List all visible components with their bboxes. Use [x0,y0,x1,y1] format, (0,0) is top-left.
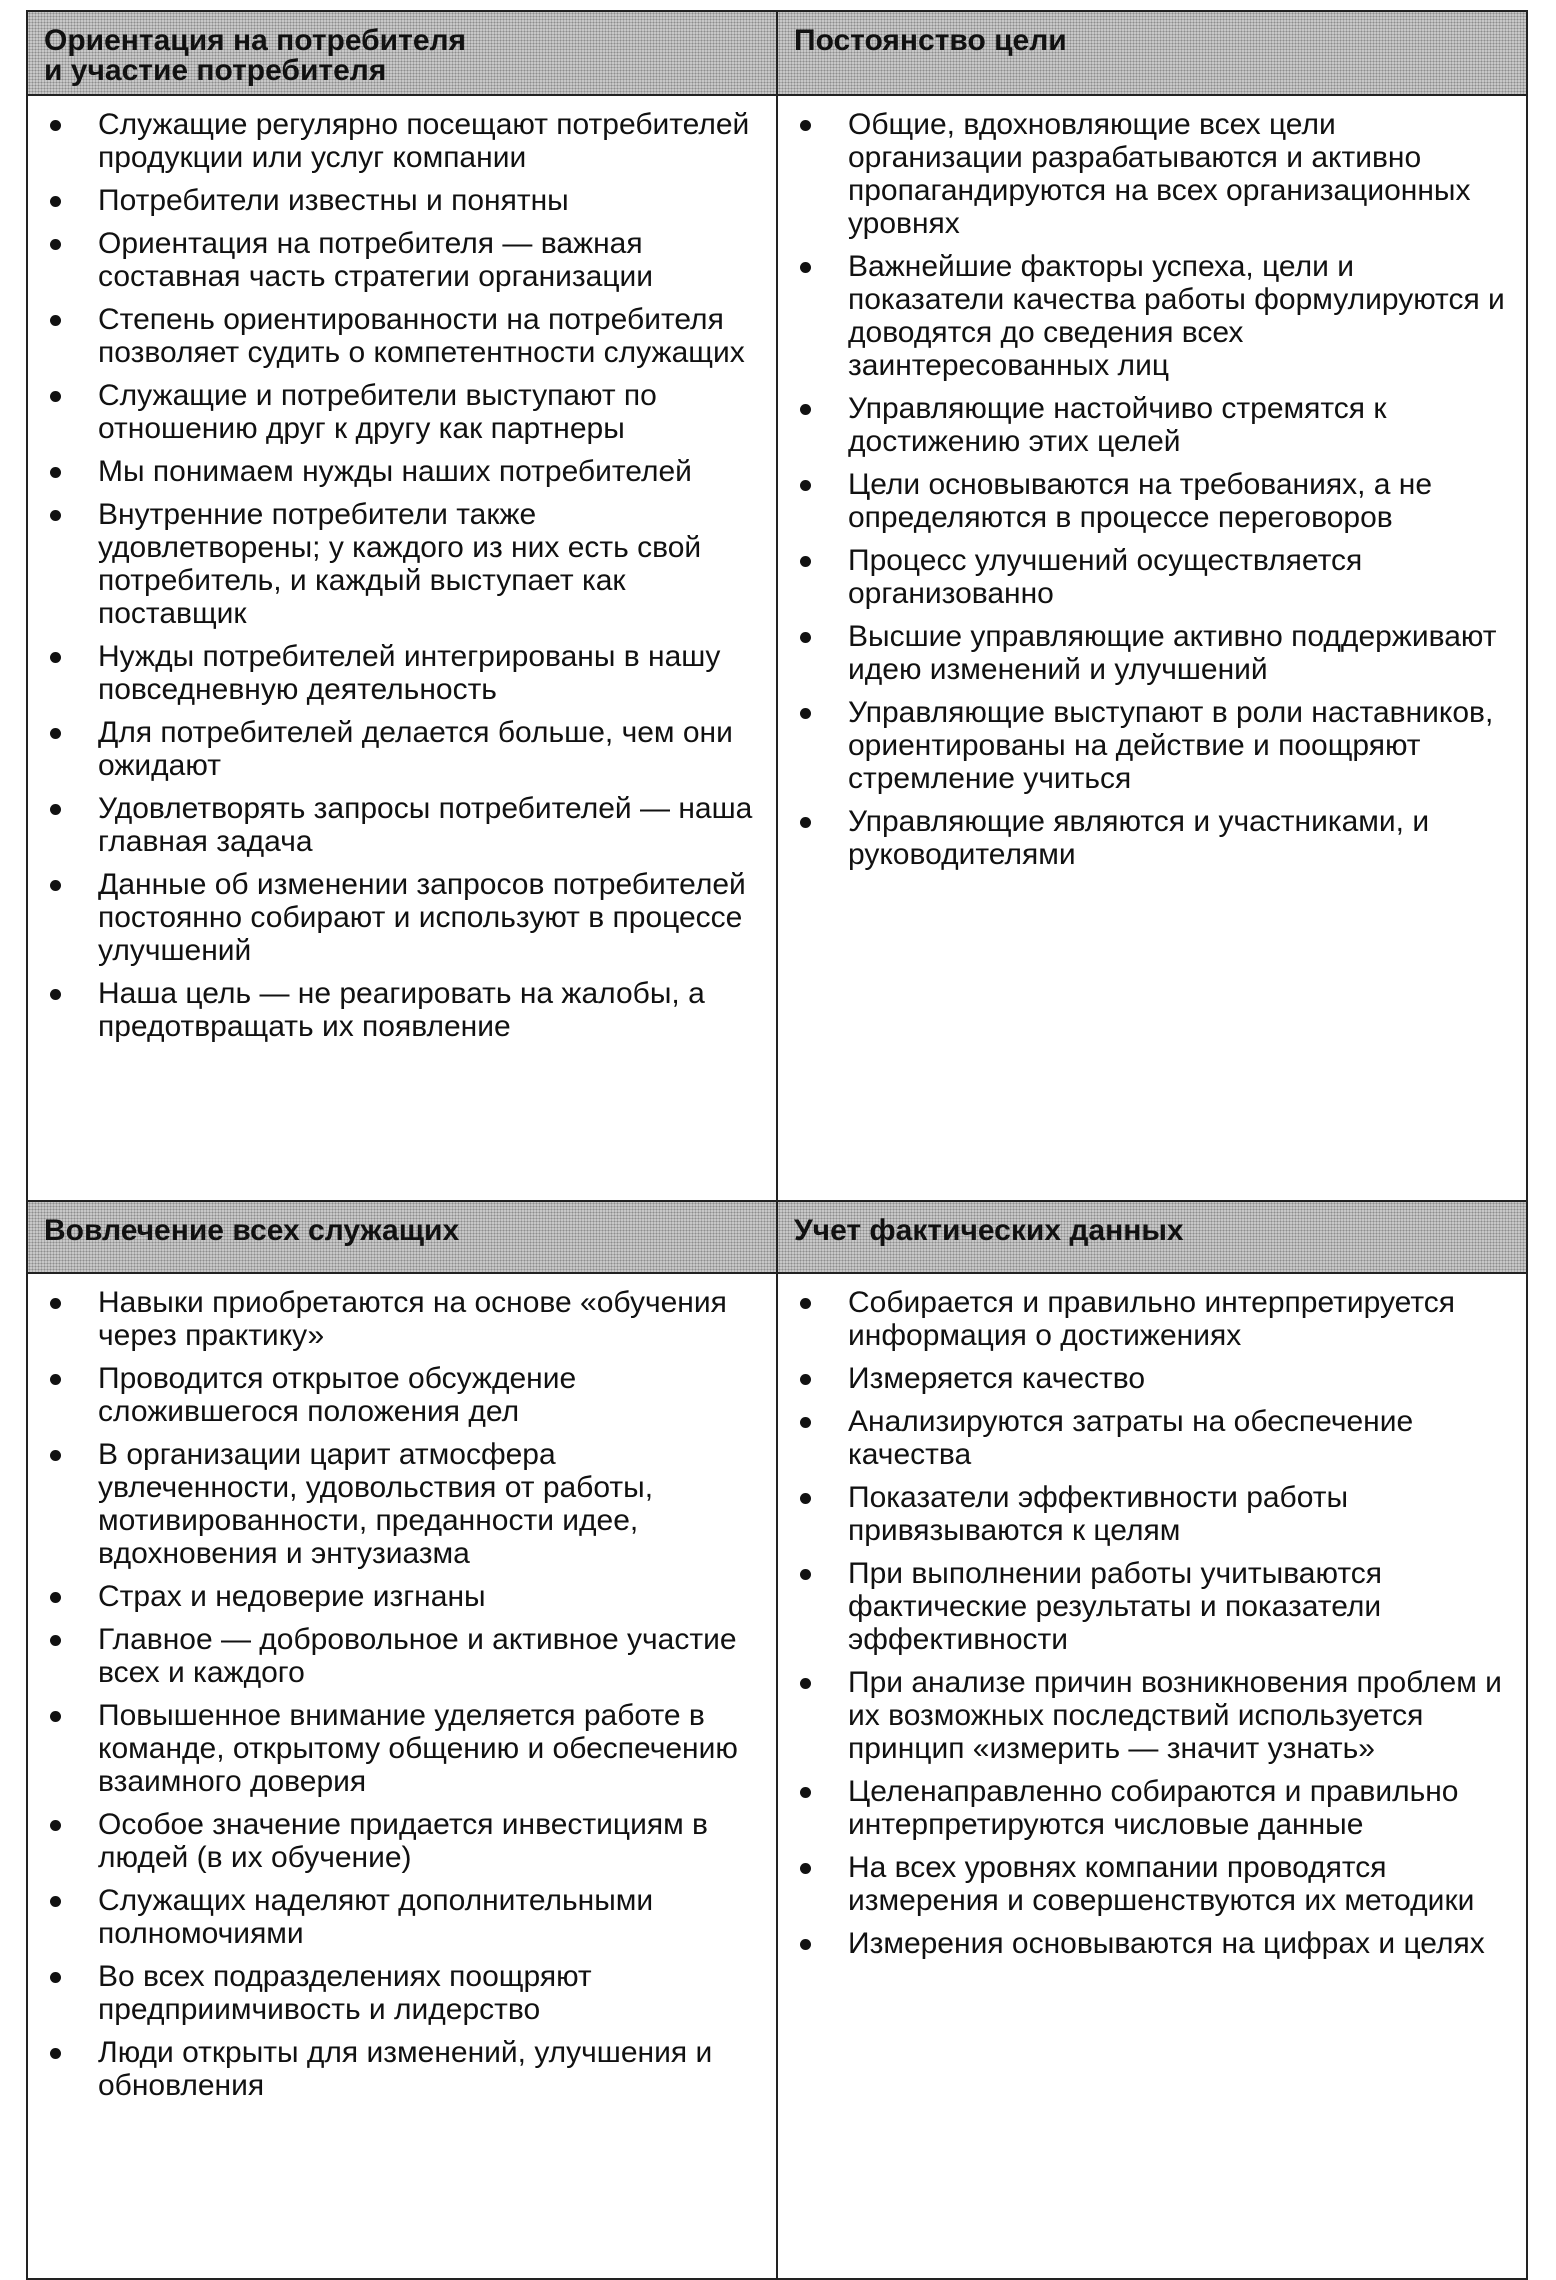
list-item-text: Страх и недоверие изгнаны [98,1580,486,1613]
bullet-icon [50,1592,61,1603]
bullet-icon [800,1787,811,1798]
bullet-icon [800,1417,811,1428]
header-line: Ориентация на потребителя [44,24,467,57]
list-item-text: Мы понимаем нужды наших потребителей [98,455,692,488]
list-item-text: Степень ориентированности на потребителя позволяет судить о компетентности служащих [98,303,745,369]
bullet-icon [800,817,811,828]
list-item-text: На всех уровнях компании проводятся измерения и совершенствуются их методики [848,1851,1475,1917]
list-item [788,696,1508,795]
list-item-text: Нужды потребителей интегрированы в нашу повседневную деятельность [98,640,721,706]
list-item [38,716,758,782]
bullet-icon [800,1298,811,1309]
list-item-text: Управляющие настойчиво стремятся к достижению этих целей [848,392,1387,458]
section-customer-orientation [27,95,777,1201]
bullet-icon [50,989,61,1000]
bullet-icon [50,120,61,131]
list-item-text: Управляющие выступают в роли наставников, ориентированы на действие и поощряют стремление учиться [848,696,1494,795]
list-item [38,1960,758,2026]
bullet-icon [50,510,61,521]
list-item-text: Служащие и потребители выступают по отношению друг к другу как партнеры [98,379,657,445]
list-item [38,108,758,174]
principles-table [26,10,1528,2280]
list-item [788,468,1508,534]
bullet-icon [50,804,61,815]
list-item-text: Наша цель — не реагировать на жалобы, а предотвращать их появление [98,977,705,1043]
bullet-list [38,1286,758,2102]
bullet-icon [50,239,61,250]
list-item [38,303,758,369]
list-item [788,544,1508,610]
list-item [38,1699,758,1798]
section-employee-involvement [27,1273,777,2279]
header-customer-orientation [27,11,777,95]
list-item [788,805,1508,871]
list-item [788,1557,1508,1656]
list-item-text: Для потребителей делается больше, чем они ожидают [98,716,733,782]
list-item [38,2036,758,2102]
list-item [38,1438,758,1570]
list-item [38,792,758,858]
list-item-text: Высшие управляющие активно поддерживают идею изменений и улучшений [848,620,1497,686]
list-item [38,1884,758,1950]
bullet-icon [50,1450,61,1461]
list-item [38,868,758,967]
bullet-icon [50,1896,61,1907]
list-item [38,640,758,706]
list-item-text: Общие, вдохновляющие всех цели организации разрабатываются и активно пропагандируются на всех организационных уровнях [848,108,1471,240]
bullet-icon [50,1820,61,1831]
bullet-icon [50,1298,61,1309]
list-item-text: Цели основываются на требованиях, а не определяются в процессе переговоров [848,468,1433,534]
header-line: Постоянство цели [794,24,1067,57]
list-item-text: Показатели эффективности работы привязываются к целям [848,1481,1349,1547]
list-item-text: Процесс улучшений осуществляется организованно [848,544,1363,610]
header-employee-involvement [27,1201,777,1273]
list-item-text: Ориентация на потребителя — важная составная часть стратегии организации [98,227,654,293]
bullet-icon [50,1635,61,1646]
list-item [788,1286,1508,1352]
list-item-text: Удовлетворять запросы потребителей — наша главная задача [98,792,753,858]
list-item-text: Проводится открытое обсуждение сложившегося положения дел [98,1362,577,1428]
list-item [38,455,758,488]
list-item [38,1808,758,1874]
bullet-icon [50,2048,61,2059]
list-item-text: В организации царит атмосфера увлеченности, удовольствия от работы, мотивированности, преданности идее, вдохновения и энтузиазма [98,1438,654,1570]
list-item-text: Люди открыты для изменений, улучшения и обновления [98,2036,713,2102]
list-item-text: Особое значение придается инвестициям в людей (в их обучение) [98,1808,708,1874]
list-item-text: Главное — добровольное и активное участие всех и каждого [98,1623,737,1689]
bullet-icon [800,1863,811,1874]
list-item [38,227,758,293]
bullet-icon [800,1569,811,1580]
bullet-icon [800,708,811,719]
list-item [788,620,1508,686]
section-fact-based-management [777,1273,1527,2279]
bullet-icon [800,556,811,567]
list-item [788,1481,1508,1547]
bullet-icon [50,1972,61,1983]
list-item [38,1286,758,1352]
list-item [38,184,758,217]
list-item-text: Служащих наделяют дополнительными полномочиями [98,1884,654,1950]
list-item-text: Служащие регулярно посещают потребителей продукции или услуг компании [98,108,750,174]
list-item-text: Повышенное внимание уделяется работе в команде, открытому общению и обеспечению взаимного доверия [98,1699,738,1798]
bullet-icon [50,1711,61,1722]
bullet-icon [800,404,811,415]
list-item [788,1666,1508,1765]
list-item [788,1362,1508,1395]
header-line: и участие потребителя [44,54,387,87]
list-item-text: Анализируются затраты на обеспечение качества [848,1405,1414,1471]
header-constancy-of-purpose [777,11,1527,95]
list-item-text: Данные об изменении запросов потребителей постоянно собирают и используют в процессе улучшений [98,868,746,967]
list-item-text: Потребители известны и понятны [98,184,569,217]
list-item [38,1580,758,1613]
bullet-list [38,108,758,1043]
list-item [38,498,758,630]
list-item-text: Целенаправленно собираются и правильно интерпретируются числовые данные [848,1775,1459,1841]
bullet-list [788,1286,1508,1960]
list-item-text: Собирается и правильно интерпретируется информация о достижениях [848,1286,1456,1352]
list-item-text: Важнейшие факторы успеха, цели и показатели качества работы формулируются и доводятся до сведения всех заинтересованных лиц [848,250,1505,382]
list-item [788,1775,1508,1841]
bullet-icon [50,196,61,207]
list-item-text: Измерения основываются на цифрах и целях [848,1927,1485,1960]
principles-table-page [26,10,1526,2280]
header-fact-based-management [777,1201,1527,1273]
bullet-icon [800,1939,811,1950]
list-item-text: Во всех подразделениях поощряют предприимчивость и лидерство [98,1960,592,2026]
bullet-icon [800,632,811,643]
section-constancy-of-purpose [777,95,1527,1201]
list-item-text: При выполнении работы учитываются фактические результаты и показатели эффективности [848,1557,1382,1656]
list-item [38,977,758,1043]
list-item-text: Измеряется качество [848,1362,1146,1395]
bullet-icon [800,1374,811,1385]
list-item [788,1927,1508,1960]
list-item-text: Управляющие являются и участниками, и руководителями [848,805,1430,871]
bullet-icon [50,728,61,739]
bullet-icon [50,315,61,326]
list-item [38,379,758,445]
header-line: Вовлечение всех служащих [44,1214,460,1247]
bullet-icon [800,1493,811,1504]
list-item [38,1623,758,1689]
list-item [788,1851,1508,1917]
list-item [788,250,1508,382]
bullet-icon [800,480,811,491]
bullet-icon [50,391,61,402]
list-item [38,1362,758,1428]
list-item [788,1405,1508,1471]
list-item-text: Внутренние потребители также удовлетворены; у каждого из них есть свой потребитель, и каждый выступает как поставщик [98,498,702,630]
list-item [788,108,1508,240]
list-item [788,392,1508,458]
bullet-icon [50,467,61,478]
list-item-text: Навыки приобретаются на основе «обучения через практику» [98,1286,727,1352]
bullet-icon [800,1678,811,1689]
bullet-icon [50,880,61,891]
bullet-icon [800,262,811,273]
list-item-text: При анализе причин возникновения проблем и их возможных последствий используется принцип «измерить — значит узнать» [848,1666,1502,1765]
bullet-icon [800,120,811,131]
bullet-list [788,108,1508,871]
bullet-icon [50,652,61,663]
header-line: Учет фактических данных [794,1214,1184,1247]
bullet-icon [50,1374,61,1385]
